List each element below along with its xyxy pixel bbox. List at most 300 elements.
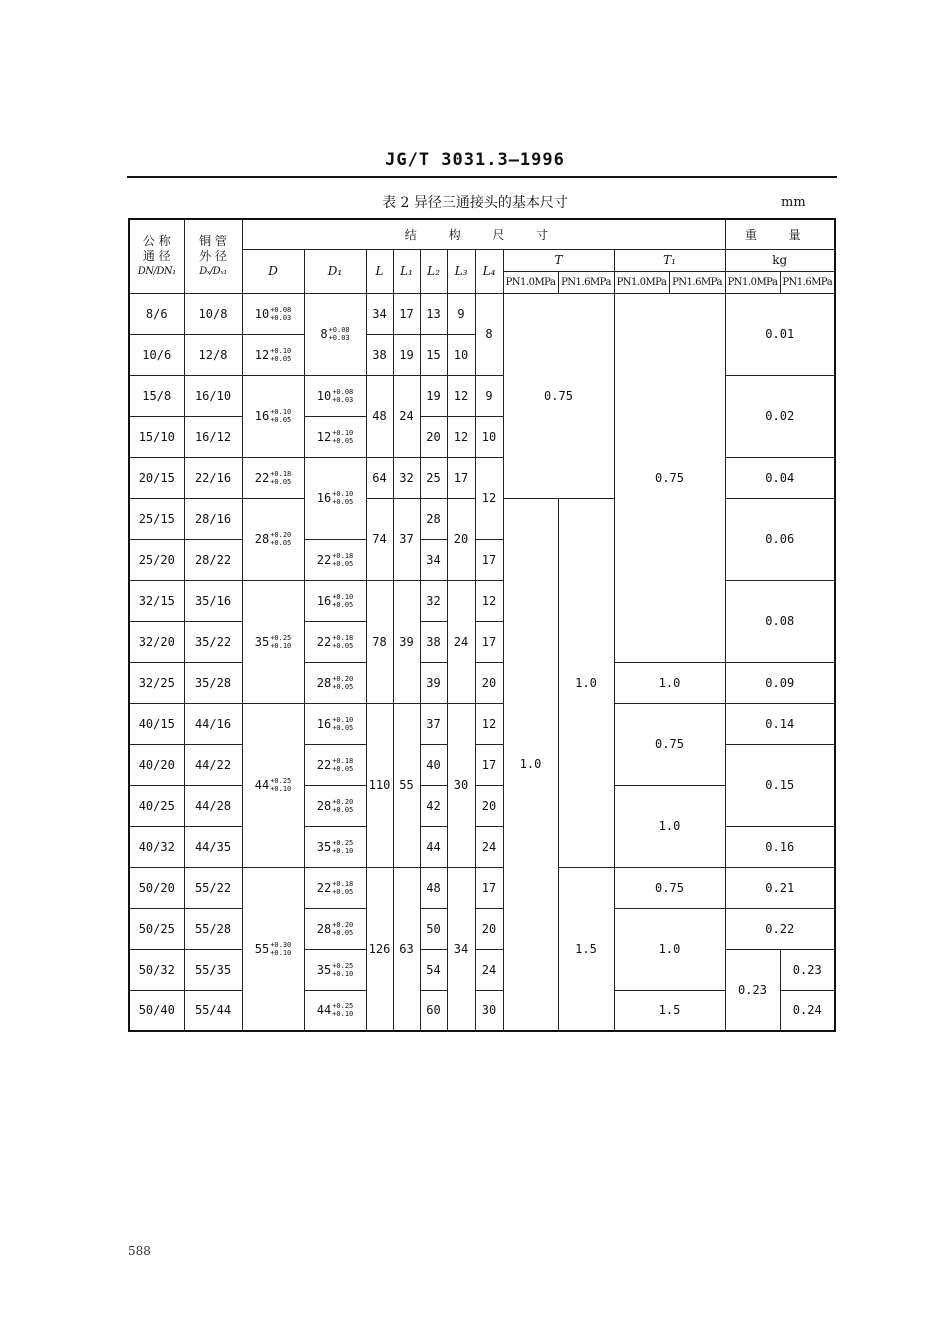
cell-weight: 0.04 [725,457,835,498]
cell-L3: 10 [447,334,475,375]
cell-D [242,293,304,334]
header-nominal-diameter [129,219,184,293]
table-row [129,744,835,785]
tolerance-deviations [332,798,353,814]
tolerance-value [255,531,292,547]
cell-L4: 12 [475,457,503,539]
tolerance-lower: +0.03 [328,334,350,342]
tolerance-value [317,490,354,506]
tolerance-deviations [270,470,291,486]
page-number: 588 [128,1244,151,1258]
cell-L2: 34 [420,539,447,580]
cell-L4: 30 [475,990,503,1031]
cell-L4: 10 [475,416,503,457]
cell-T1: 0.75 [614,867,725,908]
cell-D [242,867,304,1031]
tolerance-lower: +0.05 [332,436,354,445]
header-t-pn10: PN1.0MPa [503,271,558,293]
cell-L4: 17 [475,744,503,785]
tolerance-base: 55 [254,941,270,956]
cell-L2: 40 [420,744,447,785]
cell-dx: 44/35 [184,826,242,867]
tolerance-value [317,429,354,445]
table-row [129,662,835,703]
tolerance-value [317,962,354,978]
cell-dn: 50/20 [129,867,184,908]
tolerance-value [317,921,354,937]
cell-L4: 17 [475,867,503,908]
cell-L1: 39 [393,580,420,703]
tolerance-base: 12 [316,429,332,444]
cell-dx: 44/16 [184,703,242,744]
cell-L3: 9 [447,293,475,334]
cell-dn: 50/25 [129,908,184,949]
tolerance-value [255,634,292,650]
header-T1: T₁ [614,249,725,271]
cell-L4: 24 [475,949,503,990]
tolerance-upper: +0.25 [332,961,354,970]
header-text: Dₓ/Dₓ₁ [199,265,227,277]
cell-dx: 55/22 [184,867,242,908]
cell-L4: 20 [475,785,503,826]
tolerance-lower: +0.03 [332,395,354,404]
cell-L4: 12 [475,580,503,621]
header-text: DN/DN₁ [137,265,176,277]
tolerance-lower: +0.05 [332,928,354,937]
table-row [129,949,835,990]
header-t1-pn16: PN1.6MPa [669,271,725,293]
cell-D1 [304,785,366,826]
cell-D1 [304,867,366,908]
cell-dn: 15/8 [129,375,184,416]
cell-D1 [304,580,366,621]
header-T: T [503,249,614,271]
cell-D [242,580,304,703]
cell-L: 64 [366,457,393,498]
cell-dn: 20/15 [129,457,184,498]
tolerance-lower: +0.05 [332,805,354,814]
header-t1-pn10: PN1.0MPa [614,271,669,293]
cell-D1 [304,662,366,703]
tolerance-deviations [270,306,291,322]
cell-L3: 17 [447,457,475,498]
table-row [129,826,835,867]
tolerance-deviations [332,490,353,506]
tolerance-lower: +0.10 [332,1010,354,1019]
tolerance-lower: +0.05 [332,723,354,732]
tolerance-base: 8 [320,327,328,341]
tolerance-upper: +0.18 [332,756,354,765]
tolerance-lower: +0.05 [270,354,292,363]
cell-L2: 20 [420,416,447,457]
tolerance-deviations [270,347,291,363]
cell-D1 [304,457,366,539]
tolerance-upper: +0.18 [332,633,354,642]
cell-L1: 24 [393,375,420,457]
cell-dx: 55/28 [184,908,242,949]
tolerance-value [317,880,354,896]
cell-T-pn16-c: 1.5 [558,867,614,1031]
header-w-pn16: PN1.6MPa [780,271,835,293]
tolerance-value [317,798,354,814]
header-text: 铜 管 [199,233,227,248]
cell-dn: 40/25 [129,785,184,826]
tolerance-value [317,552,354,568]
header-L1: L₁ [393,249,420,293]
tolerance-upper: +0.10 [332,592,354,601]
tolerance-deviations [270,634,291,650]
tolerance-deviations [270,531,291,547]
tolerance-base: 28 [254,532,270,546]
cell-weight: 0.08 [725,580,835,662]
tolerance-deviations [270,408,291,424]
header-rule [127,176,837,178]
tolerance-base: 22 [316,880,332,895]
tolerance-base: 10 [316,388,332,403]
tolerance-base: 16 [316,593,332,608]
cell-dx: 44/28 [184,785,242,826]
cell-L4: 12 [475,703,503,744]
header-L: L [366,249,393,293]
tolerance-upper: +0.20 [332,920,354,929]
tolerance-base: 28 [316,675,332,690]
header-weight-unit: kg [725,249,835,271]
cell-L3: 34 [447,867,475,1031]
tolerance-upper: +0.10 [270,346,292,355]
cell-D1 [304,293,366,375]
tolerance-lower: +0.10 [270,641,292,650]
tolerance-lower: +0.05 [332,559,354,568]
tolerance-upper: +0.10 [270,408,292,416]
header-text: 外 径 [199,248,227,263]
cell-L1: 63 [393,867,420,1031]
tolerance-deviations [270,941,291,957]
table-title: 表 2 异径三通接头的基本尺寸 [382,195,568,211]
tolerance-lower: +0.05 [332,600,354,609]
cell-D [242,703,304,867]
cell-weight: 0.21 [725,867,835,908]
tolerance-base: 35 [316,839,332,854]
header-text: 公 称 [142,233,171,248]
cell-L2: 38 [420,621,447,662]
tolerance-lower: +0.05 [332,764,354,773]
tolerance-base: 28 [316,921,332,936]
cell-L2: 60 [420,990,447,1031]
tolerance-deviations [332,962,353,978]
tolerance-value [317,593,354,609]
cell-T1-group-a: 0.75 [614,293,725,662]
cell-L3: 20 [447,498,475,580]
header-L2: L₂ [420,249,447,293]
cell-L2: 50 [420,908,447,949]
cell-T1: 1.0 [614,785,725,867]
cell-L2: 54 [420,949,447,990]
header-copper-tube-od [184,219,242,293]
cell-dn: 32/25 [129,662,184,703]
cell-L2: 25 [420,457,447,498]
tolerance-lower: +0.10 [332,846,354,855]
tolerance-value [255,941,292,957]
tolerance-base: 22 [316,552,332,567]
cell-dn: 50/40 [129,990,184,1031]
header-D1: D₁ [304,249,366,293]
tolerance-deviations [332,839,353,855]
standard-code: JG/T 3031.3—1996 [385,150,565,170]
cell-D [242,375,304,457]
cell-L: 34 [366,293,393,334]
cell-dx: 12/8 [184,334,242,375]
cell-L1: 19 [393,334,420,375]
tolerance-upper: +0.10 [332,490,354,498]
cell-L1: 17 [393,293,420,334]
cell-L2: 15 [420,334,447,375]
tolerance-deviations [332,552,353,568]
header-structure-dims: 结 构 尺 寸 [242,219,725,249]
cell-D1 [304,744,366,785]
tolerance-upper: +0.08 [332,387,354,396]
cell-dx: 55/44 [184,990,242,1031]
cell-dx: 16/10 [184,375,242,416]
tolerance-value [317,839,354,855]
tolerance-base: 16 [316,491,332,505]
tolerance-base: 35 [316,962,332,977]
cell-T-pn10-b: 1.0 [503,498,558,1031]
tolerance-upper: +0.18 [332,551,354,560]
cell-weight: 0.02 [725,375,835,457]
tolerance-value [317,675,354,691]
tolerance-value [320,326,349,342]
tolerance-upper: +0.25 [332,1002,354,1011]
cell-T1: 1.0 [614,662,725,703]
tolerance-base: 28 [316,798,332,813]
tolerance-deviations [332,921,353,937]
tolerance-base: 44 [316,1003,332,1018]
tolerance-deviations [332,1002,353,1018]
cell-L1: 55 [393,703,420,867]
table-row [129,293,835,334]
cell-L3: 24 [447,580,475,703]
cell-dx: 44/22 [184,744,242,785]
cell-L4: 8 [475,293,503,375]
tolerance-upper: +0.10 [332,428,354,437]
tolerance-lower: +0.05 [270,477,292,486]
cell-dn: 40/32 [129,826,184,867]
table-row [129,375,835,416]
tolerance-base: 35 [254,634,270,649]
cell-D1 [304,375,366,416]
tolerance-deviations [332,634,353,650]
cell-L4: 20 [475,908,503,949]
tolerance-base: 12 [254,347,270,362]
cell-weight: 0.01 [725,293,835,375]
tolerance-upper: +0.25 [270,633,292,642]
cell-dn: 50/32 [129,949,184,990]
tolerance-base: 16 [254,409,270,423]
tolerance-upper: +0.10 [332,715,354,724]
tolerance-upper: +0.20 [332,674,354,683]
tolerance-base: 22 [316,757,332,772]
tolerance-value [317,757,354,773]
header-text: 通 径 [142,248,171,263]
cell-T-group-a: 0.75 [503,293,614,498]
header-weight: 重 量 [725,219,835,249]
cell-L2: 48 [420,867,447,908]
tolerance-upper: +0.25 [332,838,354,847]
cell-D1 [304,703,366,744]
header-L3: L₃ [447,249,475,293]
tolerance-base: 16 [316,716,332,731]
tolerance-lower: +0.03 [270,313,292,322]
tolerance-base: 22 [316,634,332,649]
dimensions-table [128,218,836,1032]
cell-L4: 9 [475,375,503,416]
cell-L4: 20 [475,662,503,703]
tolerance-lower: +0.05 [270,539,292,547]
cell-dx: 22/16 [184,457,242,498]
cell-dx: 55/35 [184,949,242,990]
cell-L4: 17 [475,539,503,580]
tolerance-deviations [332,388,353,404]
cell-L: 48 [366,375,393,457]
cell-dn: 32/20 [129,621,184,662]
tolerance-deviations [332,880,353,896]
cell-dn: 40/15 [129,703,184,744]
tolerance-base: 10 [254,306,270,321]
cell-T1: 1.0 [614,908,725,990]
cell-dx: 28/22 [184,539,242,580]
tolerance-upper: +0.08 [270,305,292,314]
cell-L: 126 [366,867,393,1031]
cell-dx: 35/28 [184,662,242,703]
tolerance-lower: +0.05 [332,887,354,896]
header-w-pn10: PN1.0MPa [725,271,780,293]
cell-weight: 0.22 [725,908,835,949]
tolerance-lower: +0.05 [332,498,354,506]
cell-L1: 32 [393,457,420,498]
cell-L: 110 [366,703,393,867]
tolerance-deviations [332,757,353,773]
cell-L1: 37 [393,498,420,580]
table-row [129,703,835,744]
cell-weight: 0.09 [725,662,835,703]
tolerance-value [255,408,292,424]
tolerance-value [317,716,354,732]
cell-weight: 0.16 [725,826,835,867]
cell-D1 [304,621,366,662]
cell-weight: 0.14 [725,703,835,744]
cell-dx: 10/8 [184,293,242,334]
tolerance-lower: +0.05 [332,641,354,650]
tolerance-lower: +0.05 [270,416,292,424]
cell-L: 38 [366,334,393,375]
tolerance-upper: +0.08 [328,326,350,334]
cell-weight: 0.15 [725,744,835,826]
cell-D1 [304,908,366,949]
cell-weight-pn16: 0.23 [780,949,835,990]
table-row [129,580,835,621]
cell-D1 [304,990,366,1031]
cell-dn: 25/15 [129,498,184,539]
tolerance-deviations [332,593,353,609]
cell-T-pn16-b: 1.0 [558,498,614,867]
cell-L3: 30 [447,703,475,867]
tolerance-lower: +0.10 [270,785,292,793]
cell-L: 74 [366,498,393,580]
header-D: D [242,249,304,293]
tolerance-base: 22 [254,470,270,485]
tolerance-lower: +0.10 [332,969,354,978]
cell-D1 [304,949,366,990]
cell-L2: 42 [420,785,447,826]
cell-L2: 44 [420,826,447,867]
cell-weight-pn10: 0.23 [725,949,780,1031]
cell-D1 [304,826,366,867]
tolerance-value [317,388,354,404]
cell-L3: 12 [447,375,475,416]
cell-L2: 28 [420,498,447,539]
tolerance-lower: +0.05 [332,682,354,691]
cell-dn: 15/10 [129,416,184,457]
tolerance-value [317,1002,354,1018]
cell-D1 [304,416,366,457]
table-row [129,867,835,908]
cell-weight: 0.06 [725,498,835,580]
tolerance-lower: +0.10 [270,948,292,957]
cell-L: 78 [366,580,393,703]
cell-D [242,457,304,498]
tolerance-deviations [332,716,353,732]
cell-dn: 25/20 [129,539,184,580]
cell-weight-pn16: 0.24 [780,990,835,1031]
cell-dn: 10/6 [129,334,184,375]
tolerance-value [255,306,292,322]
cell-dn: 8/6 [129,293,184,334]
table-row [129,908,835,949]
tolerance-deviations [332,429,353,445]
cell-T1: 0.75 [614,703,725,785]
table-row [129,457,835,498]
cell-dx: 28/16 [184,498,242,539]
cell-L2: 37 [420,703,447,744]
cell-L2: 13 [420,293,447,334]
tolerance-value [255,777,292,793]
tolerance-upper: +0.18 [270,469,292,478]
cell-dx: 16/12 [184,416,242,457]
cell-dx: 35/16 [184,580,242,621]
tolerance-deviations [270,777,291,793]
tolerance-upper: +0.30 [270,940,292,949]
cell-L3: 12 [447,416,475,457]
header-L4: L₄ [475,249,503,293]
tolerance-upper: +0.20 [270,531,292,539]
tolerance-upper: +0.18 [332,879,354,888]
cell-T1: 1.5 [614,990,725,1031]
cell-dn: 40/20 [129,744,184,785]
header-t-pn16: PN1.6MPa [558,271,614,293]
tolerance-upper: +0.20 [332,797,354,806]
cell-D [242,498,304,580]
tolerance-upper: +0.25 [270,777,292,785]
tolerance-deviations [329,326,350,342]
cell-L4: 17 [475,621,503,662]
tolerance-value [255,347,292,363]
cell-L2: 39 [420,662,447,703]
tolerance-value [317,634,354,650]
cell-D [242,334,304,375]
cell-L4: 24 [475,826,503,867]
cell-L2: 19 [420,375,447,416]
unit-label: mm [781,195,806,210]
